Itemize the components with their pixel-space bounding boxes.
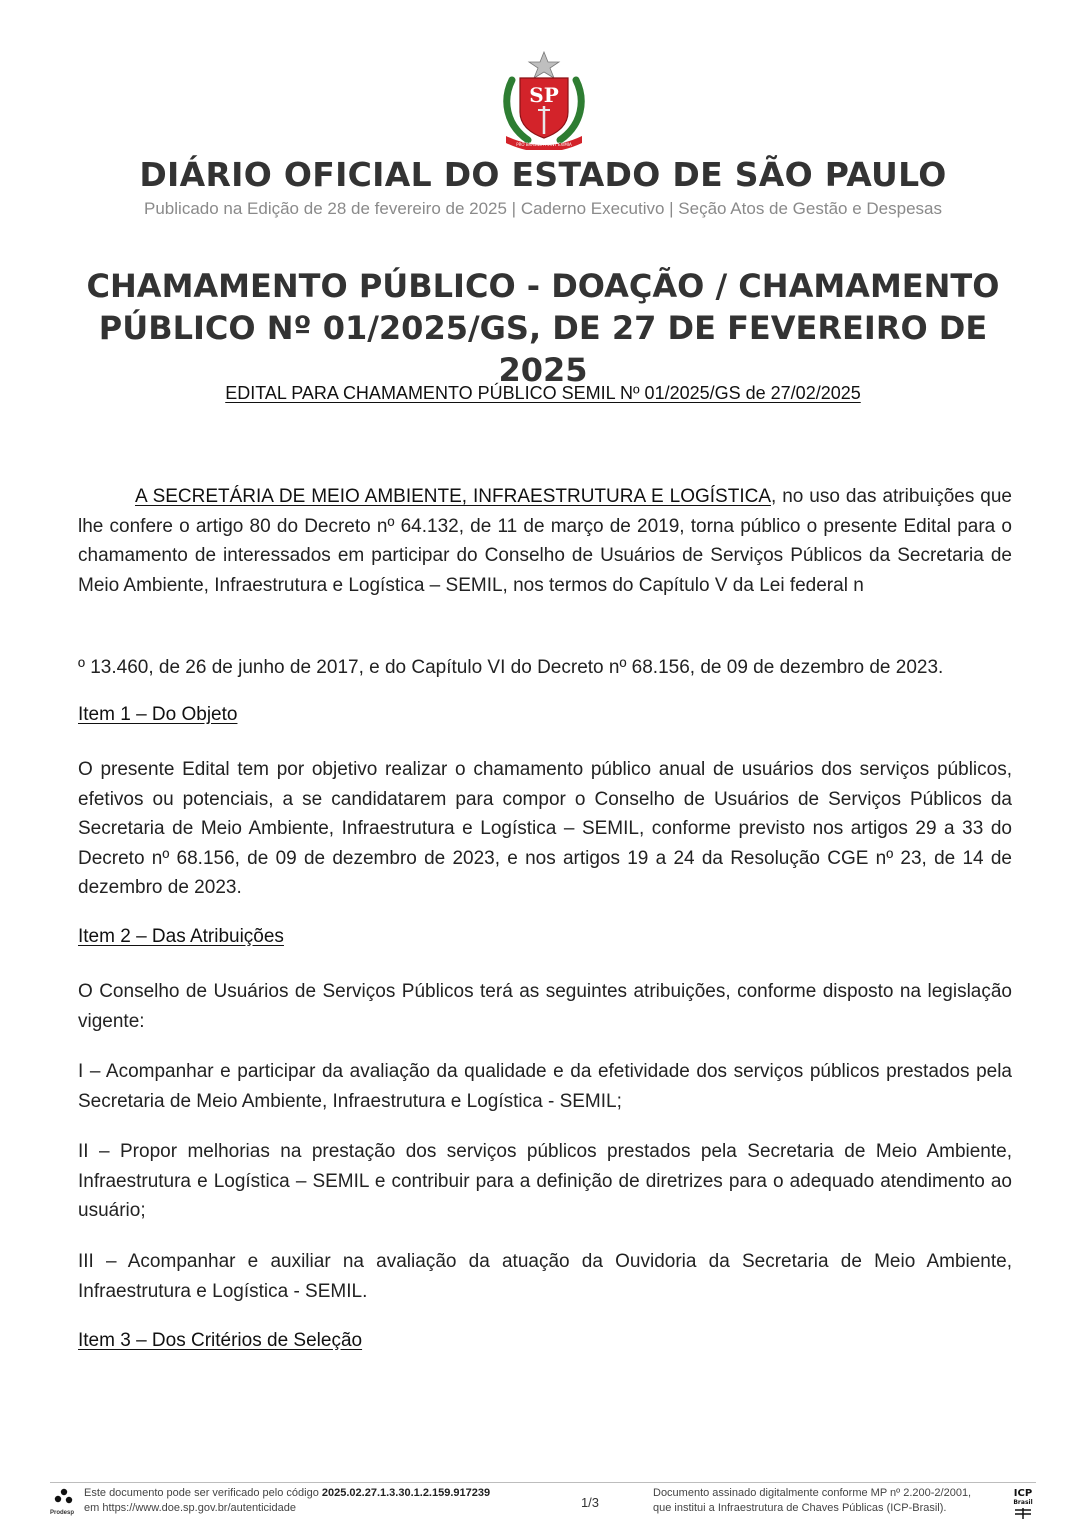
icp-brasil-label: Brasil — [1013, 1499, 1033, 1506]
intro-lead: A SECRETÁRIA DE MEIO AMBIENTE, INFRAESTRUTURA E LOGÍSTICA — [135, 486, 771, 507]
edital-subtitle: EDITAL PARA CHAMAMENTO PÚBLICO SEMIL Nº 01/2025/GS de 27/02/2025 — [225, 383, 861, 403]
sao-paulo-coat-of-arms — [498, 50, 590, 150]
document-title: CHAMAMENTO PÚBLICO - DOAÇÃO / CHAMAMENTO PÚBLICO Nº 01/2025/GS, DE 27 DE FEVEREIRO DE 2025 — [86, 267, 1000, 389]
journal-title: DIÁRIO OFICIAL DO ESTADO DE SÃO PAULO — [139, 155, 947, 194]
verify-code: 2025.02.27.1.3.30.1.2.159.917239 — [321, 1487, 491, 1499]
verification-block — [84, 1486, 490, 1516]
footer-divider — [50, 1482, 1036, 1483]
signature-block — [653, 1486, 971, 1516]
item-2-clause-ii: II – Propor melhorias na prestação dos serviços públicos prestados pela Secretaria de Meio Ambiente, Infraestrutura e Logística – SEMIL e contribuir para a definição de diretrizes para o adequado atendimento ao usuário; — [78, 1141, 1012, 1221]
verify-url[interactable]: em https://www.doe.sp.gov.br/autenticidade — [84, 1502, 296, 1514]
intro-paragraph — [78, 482, 1012, 600]
seal-lettering: SP — [529, 83, 559, 107]
icp-brasil-logo-icon — [1010, 1486, 1036, 1522]
item-2-heading: Item 2 – Das Atribuições — [78, 926, 284, 947]
intro-rest: , no uso das atribuições que lhe confere o artigo 80 do Decreto nº 64.132, de 11 de março de 2019, torna público o presente Edital para o chamamento de interessados em participar do Conselho de Usuários de Serviços Públicos da Secretaria de Meio Ambiente, Infraestrutura e Logística – SEMIL, nos termos do Capítulo V da Lei federal n — [78, 486, 1012, 596]
page-number: 1/3 — [580, 1495, 600, 1510]
item-3-heading: Item 3 – Dos Critérios de Seleção — [78, 1330, 363, 1351]
icp-label: ICP — [1013, 1488, 1033, 1499]
intro-continuation: º 13.460, de 26 de junho de 2017, e do Capítulo VI do Decreto nº 68.156, de 09 de dezembro de 2023. — [78, 657, 944, 678]
item-1-text: O presente Edital tem por objetivo realizar o chamamento público anual de usuários dos serviços públicos, efetivos ou potenciais, a se candidatarem para compor o Conselho de Usuários de Serviços Públicos da Secretaria de Meio Ambiente, Infraestrutura e Logística – SEMIL, conforme previsto nos artigos 29 a 33 do Decreto nº 68.156, de 09 de dezembro de 2023, e nos artigos 19 a 24 da Resolução CGE nº 23, de 14 de dezembro de 2023. — [78, 759, 1012, 898]
item-2-clause-i: I – Acompanhar e participar da avaliação da qualidade e da efetividade dos serviços públicos prestados pela Secretaria de Meio Ambiente, Infraestrutura e Logística - SEMIL; — [78, 1061, 1012, 1112]
seal-motto: PRO BRASILIA FIANT EXIMIA — [516, 142, 572, 147]
item-2-text: O Conselho de Usuários de Serviços Públicos terá as seguintes atribuições, conforme disposto na legislação vigente: — [78, 981, 1012, 1032]
prodesp-label: Prodesp — [50, 1510, 75, 1516]
signature-line-2: que institui a Infraestrutura de Chaves Públicas (ICP-Brasil). — [653, 1502, 947, 1514]
item-1-heading: Item 1 – Do Objeto — [78, 704, 238, 725]
publication-line: Publicado na Edição de 28 de fevereiro de 2025 | Caderno Executivo | Seção Atos de Gestão e Despesas — [144, 199, 942, 218]
signature-line-1: Documento assinado digitalmente conforme MP nº 2.200-2/2001, — [653, 1487, 972, 1499]
item-2-clause-iii: III – Acompanhar e auxiliar na avaliação da atuação da Ouvidoria da Secretaria de Meio Ambiente, Infraestrutura e Logística - SEMIL. — [78, 1251, 1012, 1302]
verify-text: Este documento pode ser verificado pelo código — [84, 1487, 319, 1499]
